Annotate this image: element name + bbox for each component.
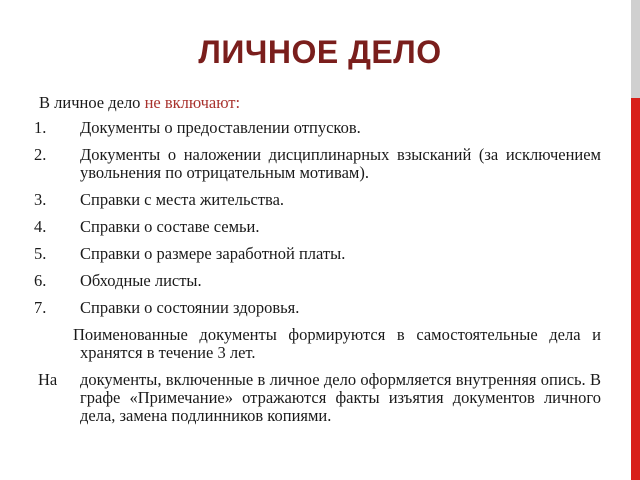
list-item-text: Справки с места жительства. bbox=[80, 190, 285, 209]
list-item-number: 4. bbox=[34, 217, 47, 236]
list-item-number: 5. bbox=[34, 244, 47, 263]
list-item-text: Документы о наложении дисциплинарных взысканий (за исключением увольнения по отрицательным мотивам). bbox=[80, 145, 601, 182]
list-item-number: 3. bbox=[34, 190, 47, 209]
list-item-text: Справки о состоянии здоровья. bbox=[80, 298, 300, 317]
list-item-number: 1. bbox=[34, 118, 47, 137]
paragraph-inventory-lead: На bbox=[38, 370, 58, 389]
list-item-text: Справки о составе семьи. bbox=[80, 217, 260, 236]
intro-prefix: В личное дело bbox=[39, 93, 145, 112]
list-item-text: Справки о размере заработной платы. bbox=[80, 244, 346, 263]
edge-bar-bottom-segment bbox=[631, 98, 640, 480]
list-item bbox=[34, 218, 601, 236]
list-item-number: 6. bbox=[34, 271, 47, 290]
slide-title: ЛИЧНОЕ ДЕЛО bbox=[198, 34, 442, 70]
paragraph-inventory bbox=[34, 371, 601, 425]
list-item-text: Обходные листы. bbox=[80, 271, 202, 290]
excluded-documents-list bbox=[34, 119, 601, 317]
list-item bbox=[34, 245, 601, 263]
slide-content bbox=[34, 94, 601, 425]
list-item bbox=[34, 191, 601, 209]
list-item-number: 2. bbox=[34, 145, 47, 164]
intro-line bbox=[39, 94, 601, 112]
intro-highlight: не включают: bbox=[144, 93, 241, 112]
paragraph-inventory-text: документы, включенные в личное дело оформляется внутренняя опись. В графе «Примечание» отражаются факты изъятия документов личного дела, замена подлинников копиями. bbox=[80, 370, 601, 425]
edge-accent-bar bbox=[631, 0, 640, 480]
list-item-text: Документы о предоставлении отпусков. bbox=[80, 118, 361, 137]
list-item bbox=[34, 146, 601, 182]
list-item bbox=[34, 299, 601, 317]
list-item bbox=[34, 272, 601, 290]
paragraph-storage: Поименованные документы формируются в самостоятельные дела и хранятся в течение 3 лет. bbox=[73, 325, 601, 362]
list-item-number: 7. bbox=[34, 298, 47, 317]
list-item bbox=[34, 119, 601, 137]
